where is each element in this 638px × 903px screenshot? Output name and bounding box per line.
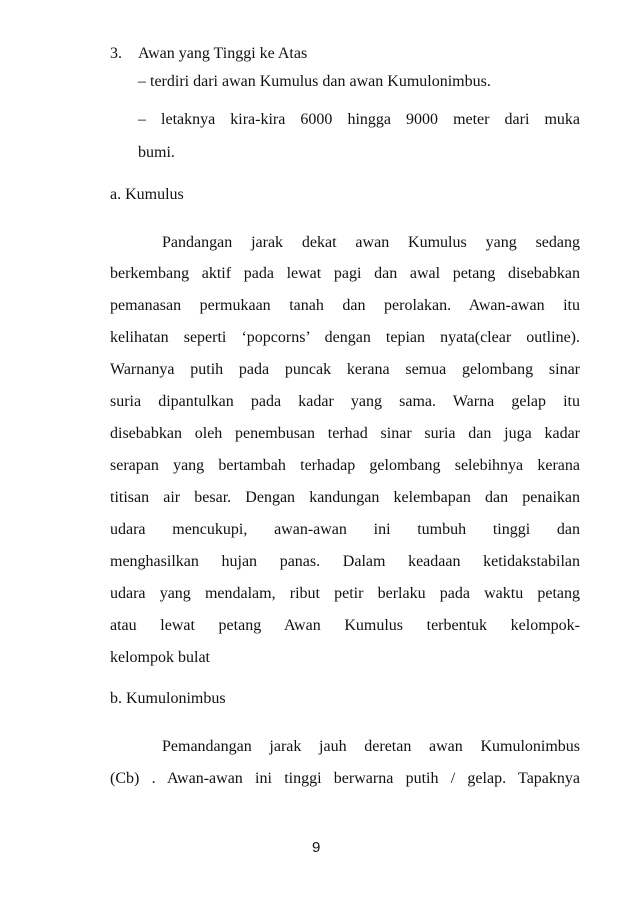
paragraph-line: serapan yang bertambah terhadap gelombang selebihnya kerana (110, 457, 580, 474)
paragraph-line: atau lewat petang Awan Kumulus terbentuk kelompok- (110, 617, 580, 634)
paragraph-line: udara mencukupi, awan-awan ini tumbuh tinggi dan (110, 521, 580, 538)
paragraph-line: Warnanya putih pada puncak kerana semua gelombang sinar (110, 361, 580, 378)
paragraph-line: pemanasan permukaan tanah dan perolakan. Awan-awan itu (110, 297, 580, 314)
section-heading: b. Kumulonimbus (110, 690, 226, 707)
paragraph-line: disebabkan oleh penembusan terhad sinar suria dan juga kadar (110, 425, 580, 442)
paragraph-line: udara yang mendalam, ribut petir berlaku pada waktu petang (110, 585, 580, 602)
paragraph-line: kelihatan seperti ‘popcorns’ dengan tepian nyata(clear outline). (110, 329, 580, 346)
paragraph-line: berkembang aktif pada lewat pagi dan awal petang disebabkan (110, 265, 580, 282)
bullet-line: bumi. (138, 144, 175, 161)
section-heading: a. Kumulus (110, 186, 184, 203)
paragraph-line: suria dipantulkan pada kadar yang sama. Warna gelap itu (110, 393, 580, 410)
bullet-line: – letaknya kira-kira 6000 hingga 9000 meter dari muka (138, 111, 580, 128)
bullet-line: – terdiri dari awan Kumulus dan awan Kumulonimbus. (138, 73, 491, 90)
list-number: 3. (110, 45, 122, 62)
page-number: 9 (312, 839, 321, 856)
paragraph-line: Pandangan jarak dekat awan Kumulus yang sedang (162, 234, 580, 251)
paragraph-line: Pemandangan jarak jauh deretan awan Kumulonimbus (162, 738, 580, 755)
paragraph-line: menghasilkan hujan panas. Dalam keadaan ketidakstabilan (110, 553, 580, 570)
paragraph-line: titisan air besar. Dengan kandungan kelembapan dan penaikan (110, 489, 580, 506)
paragraph-line: (Cb) . Awan-awan ini tinggi berwarna putih / gelap. Tapaknya (110, 770, 580, 787)
paragraph-line: kelompok bulat (110, 649, 210, 666)
list-item-title: Awan yang Tinggi ke Atas (138, 45, 308, 62)
